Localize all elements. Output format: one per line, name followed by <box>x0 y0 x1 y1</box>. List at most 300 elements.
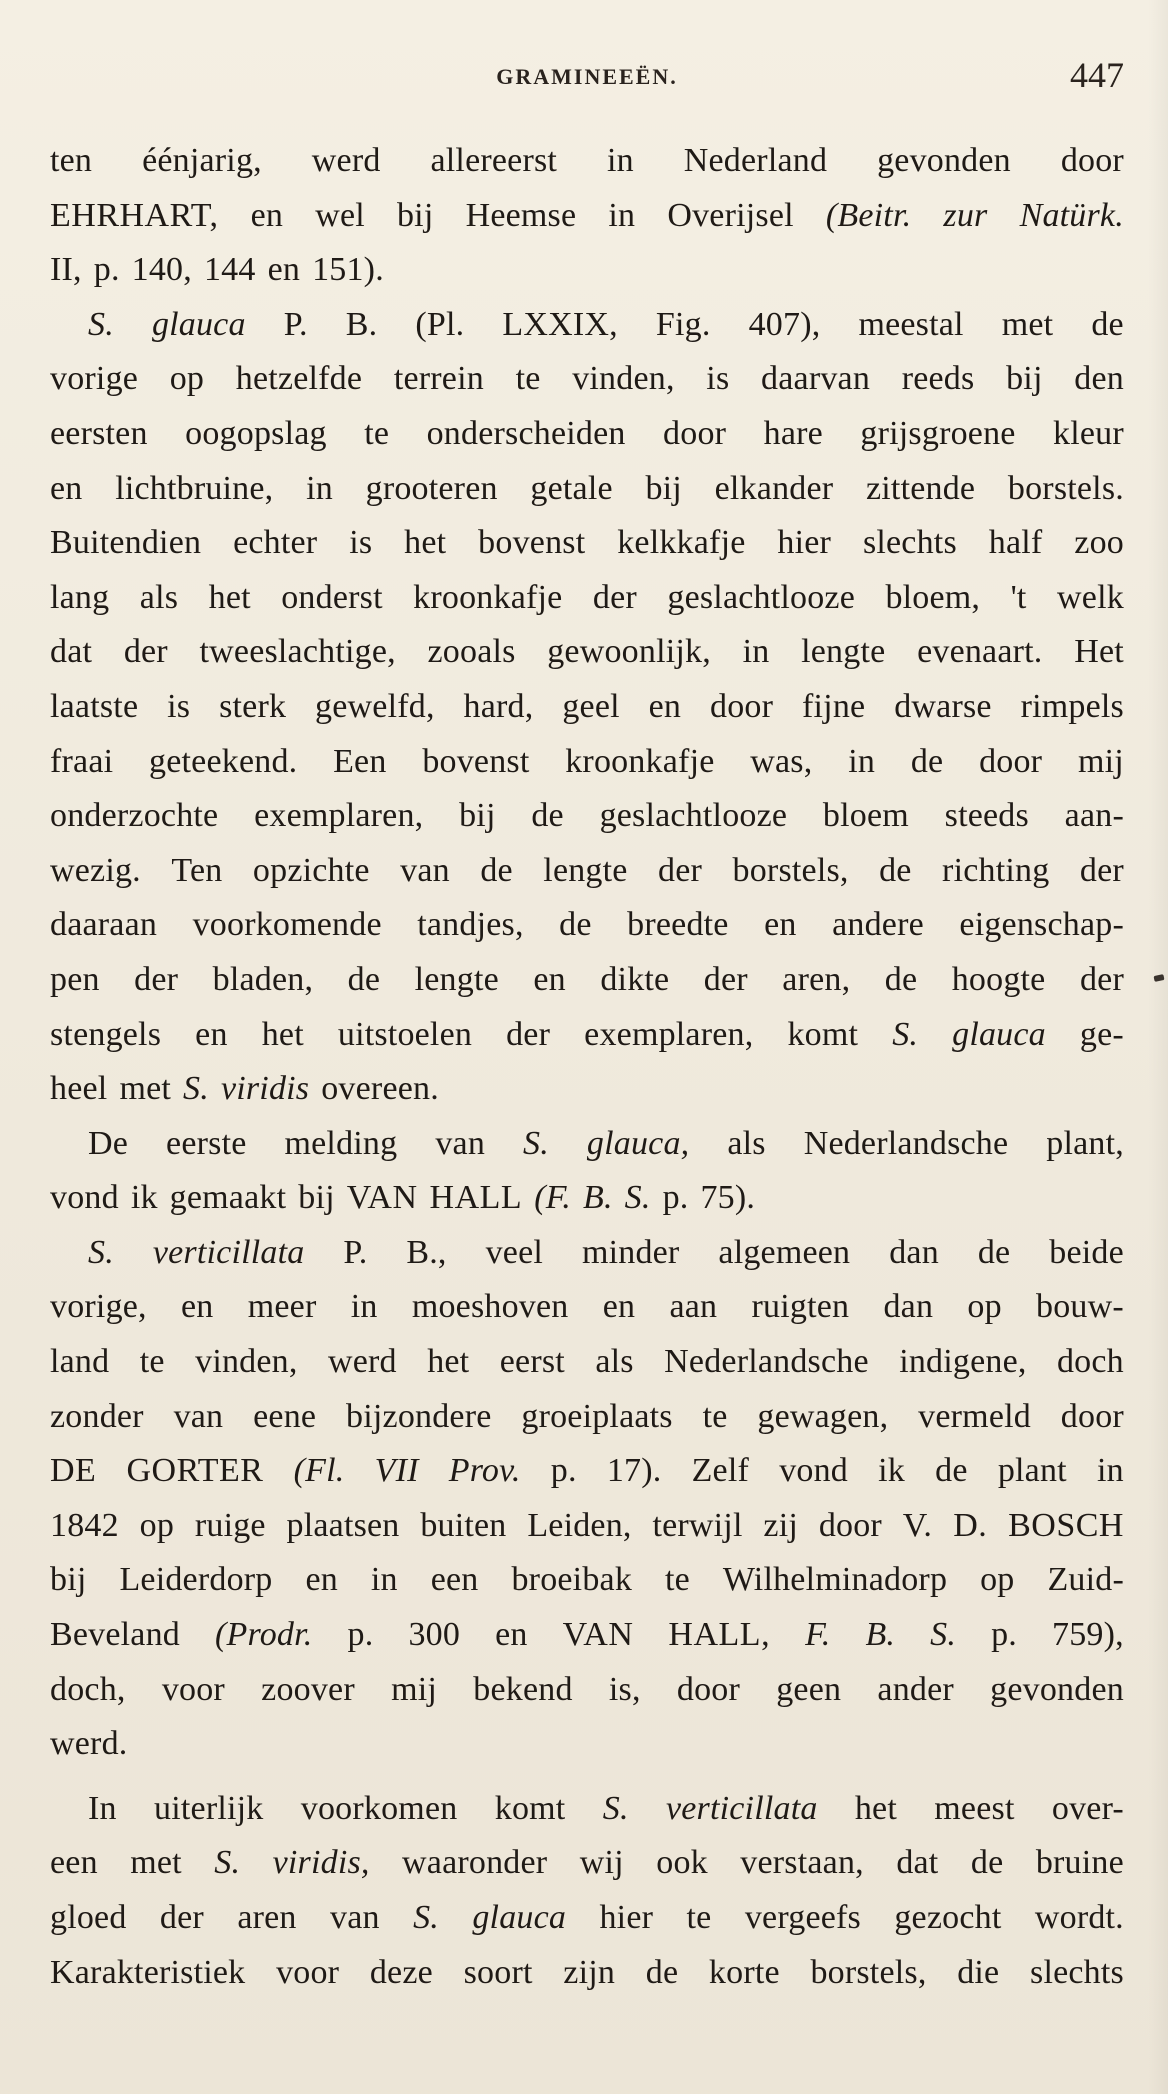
word: meer <box>247 1288 317 1326</box>
word: vergeefs <box>744 1899 861 1936</box>
word: doch, <box>50 1670 126 1708</box>
word: meestal <box>858 305 964 343</box>
word: 407), <box>748 305 821 343</box>
word: en <box>195 1015 228 1053</box>
word: gemaakt <box>169 1179 287 1217</box>
word: glauca, <box>586 1124 690 1162</box>
word: Ten <box>171 851 223 889</box>
word: werd. <box>50 1725 128 1763</box>
word: wij <box>579 1844 624 1882</box>
word: in <box>742 633 770 671</box>
text-line <box>50 1226 1124 1281</box>
word: voorkomende <box>192 906 382 944</box>
text-line <box>50 1717 1124 1772</box>
word: S. <box>892 1015 919 1053</box>
text-line <box>50 516 1124 571</box>
word: te <box>515 360 541 398</box>
word: vinden, <box>195 1343 298 1381</box>
word: Nederlandsche <box>664 1343 869 1381</box>
word: glauca <box>472 1899 567 1936</box>
word: en <box>764 906 797 944</box>
word: kelkkafje <box>617 524 746 562</box>
word: de <box>531 797 564 835</box>
word: wel <box>315 196 365 234</box>
word: vond <box>50 1179 119 1217</box>
text-line <box>50 1117 1124 1172</box>
word: Overijsel <box>667 196 794 234</box>
word: bloem, <box>885 578 981 616</box>
text-line <box>50 898 1124 953</box>
word: bladen, <box>212 960 314 998</box>
word: p. <box>550 1452 577 1490</box>
word: glauca <box>952 1015 1046 1053</box>
word: in <box>606 142 634 179</box>
word: Een <box>333 742 387 780</box>
word: S. <box>88 305 114 343</box>
word: en <box>648 687 682 725</box>
word: te <box>702 1397 728 1435</box>
word: allereerst <box>430 142 558 179</box>
word: wordt. <box>1034 1899 1124 1936</box>
word: gewagen, <box>757 1397 889 1435</box>
word: en <box>495 1616 528 1654</box>
word: gevonden <box>990 1670 1124 1708</box>
word: plant, <box>1046 1124 1124 1162</box>
word: dat <box>896 1844 939 1882</box>
word: voor <box>276 1953 340 1991</box>
word: te <box>139 1343 165 1381</box>
word: Prov. <box>448 1452 521 1490</box>
word: kroonkafje <box>413 578 563 616</box>
word: door <box>1060 142 1124 179</box>
word: bij <box>396 196 434 234</box>
word: een <box>50 1844 98 1882</box>
word: fijne <box>802 687 866 725</box>
text-line <box>50 1946 1124 2001</box>
word: en <box>267 251 301 289</box>
word: S. <box>183 1070 209 1108</box>
page-header <box>50 54 1124 100</box>
word: BOSCH <box>1008 1506 1124 1544</box>
word: 144 <box>203 251 256 289</box>
word: te <box>664 1561 690 1599</box>
word: der <box>658 851 703 889</box>
word: bij <box>459 797 496 835</box>
word: de <box>480 851 513 889</box>
word: grooteren <box>365 469 498 507</box>
word: ten <box>50 142 93 179</box>
word: met <box>1001 305 1054 343</box>
word: in <box>350 1288 378 1326</box>
word: gewelfd, <box>315 687 435 725</box>
word: B. <box>583 1179 613 1217</box>
text-line <box>50 1663 1124 1718</box>
word: algemeen <box>718 1233 851 1271</box>
word: kroonkafje <box>565 742 715 780</box>
word: dwarse <box>894 687 992 725</box>
word: D. <box>953 1506 988 1544</box>
word: lichtbruine, <box>115 469 274 507</box>
word: plant <box>997 1452 1067 1490</box>
text-line <box>50 1390 1124 1445</box>
word: S. <box>214 1844 241 1882</box>
word: doch <box>1056 1343 1124 1381</box>
word: viridis, <box>272 1844 370 1882</box>
word: als <box>727 1124 766 1162</box>
word: en <box>50 469 83 507</box>
word: in <box>608 196 636 234</box>
word: de <box>879 851 912 889</box>
word: bovenst <box>422 742 530 780</box>
word: en <box>305 1561 338 1599</box>
word: GORTER <box>126 1452 264 1490</box>
word: Natürk. <box>1019 196 1124 234</box>
word: uitstoelen <box>337 1015 473 1053</box>
word: de <box>970 1844 1004 1882</box>
word: Fig. <box>655 305 711 343</box>
word: Nederland <box>683 142 828 179</box>
word: komt <box>494 1789 566 1827</box>
word: Zelf <box>691 1452 750 1490</box>
text-line <box>50 789 1124 844</box>
word: verticillata <box>152 1233 305 1271</box>
word: in <box>1096 1452 1124 1490</box>
word: der <box>703 960 748 998</box>
word: bijzondere <box>346 1397 492 1435</box>
text-line <box>50 1608 1124 1663</box>
text-line <box>50 1062 1124 1117</box>
word: bouw- <box>1036 1288 1124 1326</box>
word: van <box>173 1397 224 1435</box>
word: indigene, <box>899 1343 1027 1381</box>
word: geslachtlooze <box>667 578 855 616</box>
text-line <box>50 680 1124 735</box>
text-line <box>50 352 1124 407</box>
word: In <box>88 1789 117 1827</box>
word: ruige <box>194 1506 266 1544</box>
running-head: GRAMINEEËN. <box>496 64 678 89</box>
word: B. <box>865 1616 896 1654</box>
word: zooals <box>427 633 516 671</box>
word: (Prodr. <box>215 1616 313 1654</box>
word: HALL, <box>668 1616 771 1654</box>
word: (Fl. <box>293 1452 345 1490</box>
word: der <box>592 578 637 616</box>
word: op <box>980 1561 1015 1599</box>
word: melding <box>284 1124 398 1162</box>
word: Buitendien <box>50 524 202 562</box>
word: p. <box>93 251 120 289</box>
word: B., <box>406 1233 447 1271</box>
word: dan <box>883 1288 934 1326</box>
word: gezocht <box>894 1899 1002 1936</box>
word: zonder <box>50 1397 144 1435</box>
word: bruine <box>1035 1844 1124 1882</box>
word: reeds <box>901 360 975 398</box>
word: stengels <box>50 1015 162 1053</box>
word: aren, <box>782 960 851 998</box>
word: hoogte <box>951 960 1046 998</box>
word: der <box>134 960 179 998</box>
paragraph-gap <box>50 1772 1124 1782</box>
word: mij <box>391 1670 438 1708</box>
word: der <box>123 633 168 671</box>
word: over- <box>1051 1789 1124 1827</box>
word: geslachtlooze <box>599 797 788 835</box>
word: onderst <box>281 578 383 616</box>
word: en <box>602 1288 636 1326</box>
word: S. <box>602 1789 629 1827</box>
text-line <box>50 625 1124 680</box>
word: meest <box>934 1789 1015 1827</box>
word: half <box>988 524 1043 562</box>
word: VAN <box>346 1179 418 1217</box>
word: door <box>979 742 1043 780</box>
text-line <box>50 1008 1124 1063</box>
word: zittende <box>865 469 976 507</box>
word: pen <box>50 960 100 998</box>
word: S. <box>624 1179 651 1217</box>
word: bovenst <box>478 524 586 562</box>
word: bij <box>298 1179 335 1217</box>
word: ge- <box>1079 1015 1124 1053</box>
word: elkander <box>714 469 834 507</box>
word: waaronder <box>402 1844 548 1882</box>
word: in <box>370 1561 398 1599</box>
word: dat <box>50 633 93 671</box>
word: eigenschap- <box>959 906 1124 944</box>
word: S. <box>930 1616 957 1654</box>
text-line <box>50 1499 1124 1554</box>
text-line <box>50 1891 1124 1946</box>
word: broeibak <box>511 1561 633 1599</box>
word: 1842 <box>50 1506 119 1544</box>
word: en <box>181 1288 214 1326</box>
word: op <box>967 1288 1002 1326</box>
text-line <box>50 243 1124 298</box>
word: (Beitr. <box>825 196 912 234</box>
word: het <box>404 524 447 562</box>
word: 't <box>1010 578 1027 616</box>
page-edge-shadow <box>1148 0 1168 2094</box>
word: (Pl. <box>415 305 465 343</box>
word: p. <box>347 1616 374 1654</box>
word: in <box>306 469 333 507</box>
word: LXXIX, <box>502 305 618 343</box>
word: 300 <box>408 1616 461 1654</box>
text-line <box>50 134 1124 189</box>
word: viridis <box>220 1070 310 1108</box>
word: met <box>119 1070 172 1108</box>
word: voor <box>161 1670 225 1708</box>
word: bloem <box>822 797 909 835</box>
word: van <box>330 1899 380 1936</box>
word: is, <box>608 1670 641 1708</box>
word: vinden, <box>572 360 675 398</box>
word: ik <box>878 1452 906 1490</box>
text-line <box>50 953 1124 1008</box>
word: terrein <box>393 360 484 398</box>
word: Leiden, <box>527 1506 632 1544</box>
word: als <box>139 578 179 616</box>
word: exemplaren, <box>254 797 424 835</box>
text-line <box>50 1782 1124 1837</box>
word: opzichte <box>252 851 370 889</box>
word: door <box>818 1506 882 1544</box>
word: (F. <box>534 1179 571 1217</box>
text-line <box>50 1171 1124 1226</box>
word: S. <box>523 1124 549 1162</box>
word: op <box>169 360 205 398</box>
word: S. <box>88 1233 114 1271</box>
word: getale <box>530 469 613 507</box>
word: V. <box>902 1506 933 1544</box>
word: 151). <box>312 251 384 289</box>
word: VAN <box>562 1616 634 1654</box>
word: zoo <box>1074 524 1124 562</box>
word: verticillata <box>665 1789 818 1827</box>
text-line <box>50 1836 1124 1891</box>
word: aan <box>669 1288 718 1326</box>
word: zijn <box>563 1953 616 1991</box>
word: door <box>710 687 774 725</box>
word: ook <box>656 1844 708 1882</box>
word: bij <box>645 469 682 507</box>
word: onderscheiden <box>426 414 626 452</box>
word: B. <box>345 305 378 343</box>
word: overeen. <box>321 1070 439 1108</box>
word: F. <box>805 1616 831 1654</box>
word: 75). <box>700 1179 756 1217</box>
word: den <box>1074 360 1124 398</box>
word: S. <box>413 1899 439 1936</box>
word: der <box>1079 851 1124 889</box>
word: moeshoven <box>411 1288 569 1326</box>
word: aren <box>237 1899 297 1936</box>
word: eene <box>253 1397 317 1435</box>
word: vond <box>779 1452 848 1490</box>
word: ander <box>877 1670 954 1708</box>
text-line <box>50 298 1124 353</box>
text-line <box>50 1553 1124 1608</box>
word: II, <box>50 251 82 289</box>
word: de <box>645 1953 679 1991</box>
word: daarvan <box>761 360 871 398</box>
word: de <box>977 1233 1011 1271</box>
word: door <box>1060 1397 1124 1435</box>
word: laatste <box>50 687 139 725</box>
word: hier <box>599 1899 654 1936</box>
word: de <box>884 960 918 998</box>
word: borstels, <box>810 1953 927 1991</box>
word: bij <box>1006 360 1043 398</box>
word: lengte <box>801 633 886 671</box>
word: de <box>1091 305 1124 343</box>
word: terwijl <box>652 1506 743 1544</box>
word: werd <box>311 142 381 179</box>
word: in <box>848 742 876 780</box>
word: daaraan <box>50 906 158 944</box>
word: met <box>130 1844 182 1882</box>
word: p. <box>991 1616 1017 1654</box>
word: die <box>957 1953 1000 1991</box>
word: geel <box>562 687 620 725</box>
word: richting <box>942 851 1050 889</box>
word: is <box>706 360 730 398</box>
word: vorige, <box>50 1288 147 1326</box>
word: Nederlandsche <box>803 1124 1009 1162</box>
word: der <box>1079 960 1124 998</box>
word: land <box>50 1343 110 1381</box>
word: te <box>364 414 390 452</box>
word: Het <box>1074 633 1124 671</box>
word: lang <box>50 578 110 616</box>
word: uiterlijk <box>154 1789 264 1827</box>
word: de <box>910 742 944 780</box>
word: breedte <box>627 906 729 944</box>
word: slechts <box>1030 1953 1124 1991</box>
word: gloed <box>50 1899 127 1936</box>
word: rimpels <box>1020 687 1124 725</box>
word: van <box>435 1124 486 1162</box>
text-line <box>50 735 1124 790</box>
word: exemplaren, <box>584 1015 754 1053</box>
word: hetzelfde <box>235 360 363 398</box>
word: gewoonlijk, <box>547 633 711 671</box>
word: andere <box>832 906 924 944</box>
word: het <box>854 1789 897 1827</box>
word: gevonden <box>877 142 1011 179</box>
text-line <box>50 407 1124 462</box>
text-line <box>50 462 1124 517</box>
word: steeds <box>944 797 1029 835</box>
word: en <box>533 960 566 998</box>
word: Heemse <box>465 196 577 234</box>
word: eerst <box>499 1343 565 1381</box>
word: eersten <box>50 414 148 452</box>
word: Zuid- <box>1047 1561 1124 1599</box>
word: is <box>349 524 373 562</box>
word: tandjes, <box>417 906 524 944</box>
word: te <box>686 1899 712 1936</box>
word: glauca <box>151 305 246 343</box>
word: het <box>208 578 251 616</box>
word: bij <box>50 1561 87 1599</box>
word: groeiplaats <box>521 1397 673 1435</box>
word: soort <box>463 1953 533 1991</box>
word: welk <box>1057 578 1124 616</box>
word: echter <box>233 524 318 562</box>
word: bekend <box>473 1670 573 1708</box>
word: VII <box>374 1452 419 1490</box>
word: 17). <box>606 1452 662 1490</box>
word: heel <box>50 1070 108 1108</box>
word: veel <box>485 1233 544 1271</box>
word: der <box>159 1899 204 1936</box>
word: lengte <box>543 851 628 889</box>
word: korte <box>708 1953 780 1991</box>
word: minder <box>581 1233 680 1271</box>
word: DE <box>50 1452 97 1490</box>
text-line <box>50 1280 1124 1335</box>
text-line <box>50 189 1124 244</box>
word: werd <box>327 1343 397 1381</box>
word: zoover <box>261 1670 355 1708</box>
word: ik <box>130 1179 158 1217</box>
word: de <box>559 906 592 944</box>
word: en <box>250 196 284 234</box>
text-line <box>50 844 1124 899</box>
